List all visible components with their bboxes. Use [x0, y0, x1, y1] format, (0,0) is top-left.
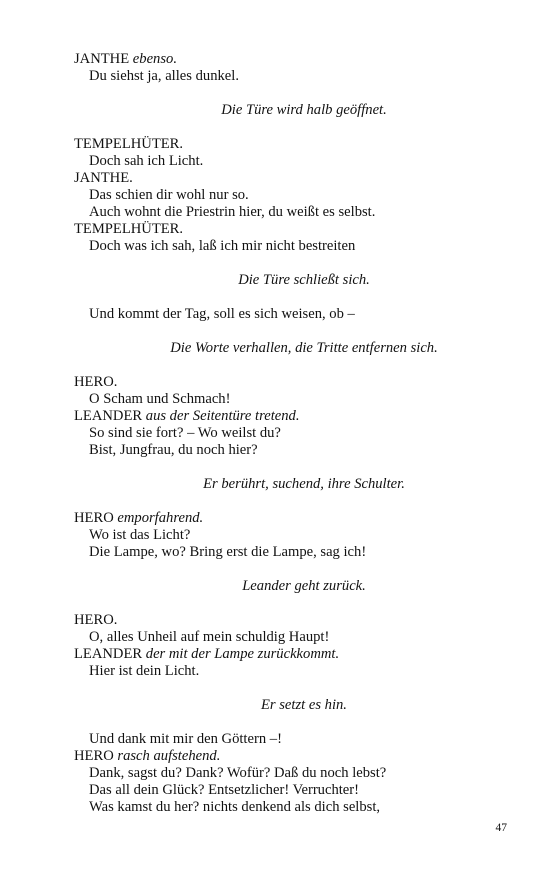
speaker-name: HERO.: [74, 612, 118, 628]
play-text: [74, 51, 494, 816]
spacer: [74, 357, 494, 374]
verse-line: Auch wohnt die Priestrin hier, du weißt es selbst.: [89, 204, 376, 220]
speaker-name: JANTHE.: [74, 170, 133, 186]
spacer: [74, 595, 494, 612]
spacer: [74, 119, 494, 136]
verse-line: Wo ist das Licht?: [89, 527, 191, 543]
verse-line: Was kamst du her? nichts denkend als dich selbst,: [89, 799, 381, 815]
verse-line: Doch sah ich Licht.: [89, 153, 204, 169]
speaker-name: TEMPELHÜTER.: [74, 136, 184, 152]
verse-line: Bist, Jungfrau, du noch hier?: [89, 442, 258, 458]
spacer: [74, 85, 494, 102]
spacer: [74, 255, 494, 272]
speaker-line: [74, 170, 494, 187]
speaker-line: [74, 408, 494, 425]
speaker-direction: ebenso.: [132, 51, 177, 67]
speaker-name: JANTHE: [74, 51, 130, 67]
speaker-direction: emporfahrend.: [117, 510, 204, 526]
verse-line: Das schien dir wohl nur so.: [89, 187, 249, 203]
verse-line: So sind sie fort? – Wo weilst du?: [89, 425, 281, 441]
verse-line: Dank, sagst du? Dank? Wofür? Daß du noch lebst?: [89, 765, 387, 781]
speaker-name: LEANDER: [74, 408, 143, 424]
spacer: [74, 289, 494, 306]
spacer: [74, 561, 494, 578]
verse-line: Doch was ich sah, laß ich mir nicht bestreiten: [89, 238, 356, 254]
speaker-name: LEANDER: [74, 646, 143, 662]
speaker-name: HERO: [74, 510, 114, 526]
speaker-line: [74, 646, 494, 663]
verse-line: O Scham und Schmach!: [89, 391, 231, 407]
spacer: [74, 493, 494, 510]
verse-line: O, alles Unheil auf mein schuldig Haupt!: [89, 629, 330, 645]
stage-direction: Er berührt, suchend, ihre Schulter.: [203, 476, 405, 492]
speaker-name: HERO: [74, 748, 114, 764]
page-number: 47: [495, 822, 507, 834]
speaker-name: HERO.: [74, 374, 118, 390]
spacer: [74, 714, 494, 731]
verse-line: Die Lampe, wo? Bring erst die Lampe, sag ich!: [89, 544, 367, 560]
speaker-line: [74, 374, 494, 391]
speaker-direction: der mit der Lampe zurückkommt.: [145, 646, 340, 662]
speaker-direction: aus der Seitentüre tretend.: [145, 408, 300, 424]
verse-line: Und kommt der Tag, soll es sich weisen, ob –: [89, 306, 355, 322]
speaker-line: [74, 221, 494, 238]
verse-line: Hier ist dein Licht.: [89, 663, 200, 679]
verse-line: Und dank mit mir den Göttern –!: [89, 731, 282, 747]
stage-direction: Er setzt es hin.: [261, 697, 347, 713]
spacer: [74, 459, 494, 476]
stage-direction: Die Türe wird halb geöffnet.: [221, 102, 387, 118]
stage-direction: Leander geht zurück.: [242, 578, 366, 594]
spacer: [74, 323, 494, 340]
verse-line: Du siehst ja, alles dunkel.: [89, 68, 239, 84]
stage-direction: Die Türe schließt sich.: [238, 272, 370, 288]
speaker-line: [74, 510, 494, 527]
speaker-line: [74, 51, 494, 68]
speaker-line: [74, 612, 494, 629]
stage-direction: Die Worte verhallen, die Tritte entfernen sich.: [170, 340, 438, 356]
speaker-name: TEMPELHÜTER.: [74, 221, 184, 237]
speaker-direction: rasch aufstehend.: [117, 748, 221, 764]
spacer: [74, 680, 494, 697]
speaker-line: [74, 748, 494, 765]
speaker-line: [74, 136, 494, 153]
verse-line: Das all dein Glück? Entsetzlicher! Verruchter!: [89, 782, 360, 798]
